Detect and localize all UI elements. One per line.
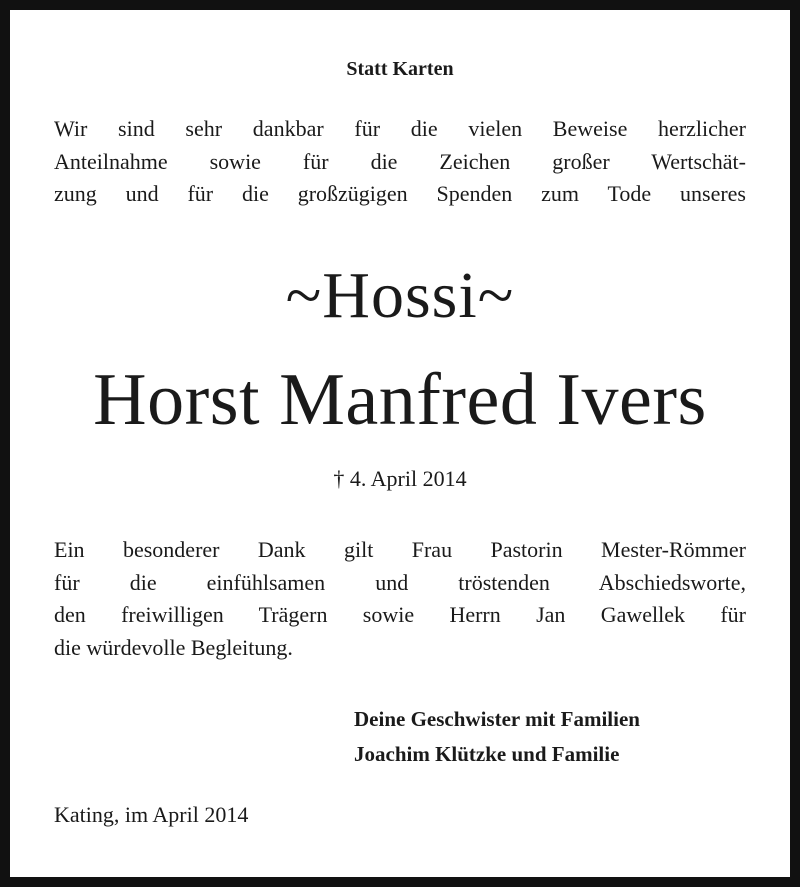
intro-line: Anteilnahme sowie für die Zeichen großer Wertschät-	[54, 148, 746, 174]
place-and-date: Kating, im April 2014	[54, 802, 249, 827]
thanks-paragraph	[54, 534, 746, 664]
thanks-line: die würdevolle Begleitung.	[54, 634, 293, 660]
deceased-full-name: Horst Manfred Ivers	[93, 359, 707, 441]
intro-line: zung und für die großzügigen Spenden zum Tode unseres	[54, 181, 746, 206]
notice-heading: Statt Karten	[346, 58, 454, 80]
intro-paragraph	[54, 113, 746, 211]
signature-line: Deine Geschwister mit Familien	[354, 707, 640, 731]
signatures	[354, 702, 640, 772]
thanks-line: den freiwilligen Trägern sowie Herrn Jan Gawellek für	[54, 602, 746, 627]
intro-line: Wir sind sehr dankbar für die vielen Beweise herzlicher	[54, 116, 746, 141]
thanks-line: Ein besonderer Dank gilt Frau Pastorin Mester-Römmer	[54, 537, 746, 562]
signature-line: Joachim Klützke und Familie	[354, 742, 620, 766]
deceased-nickname: ~Hossi~	[285, 259, 515, 332]
thanks-line: für die einfühlsamen und tröstenden Abschiedsworte,	[54, 569, 746, 595]
death-date: † 4. April 2014	[333, 466, 467, 491]
obituary-notice	[10, 10, 790, 877]
